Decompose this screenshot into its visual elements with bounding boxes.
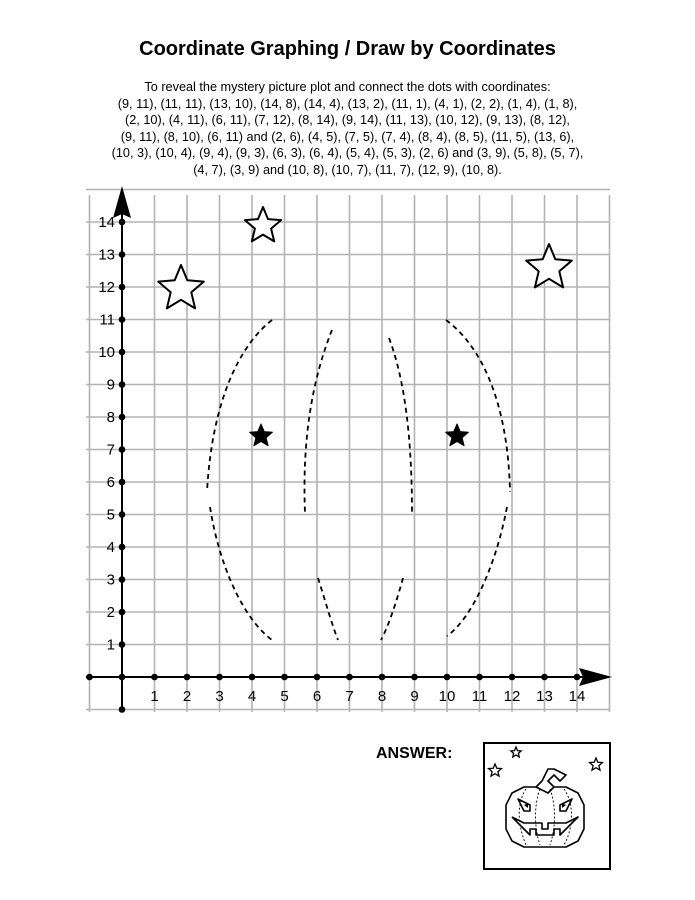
y-axis-dot [119,511,126,518]
y-tick-label: 4 [106,539,115,556]
y-axis-dot [119,479,126,486]
x-tick-label: 2 [182,688,192,705]
y-tick-label: 14 [98,214,115,231]
x-tick-label: 1 [150,688,159,705]
instruction-line: (2, 10), (4, 11), (6, 11), (7, 12), (8, 14), (9, 14), (11, 13), (10, 12), (9, 13), (8, 12), [125,113,570,128]
filled-star-icon [250,424,273,446]
right-outer-curve-bottom [447,507,507,636]
y-axis-dot [119,576,126,583]
x-axis-dot [119,674,126,681]
y-axis-dot [119,446,126,453]
x-tick-label: 11 [471,688,488,705]
instruction-line: (9, 11), (11, 11), (13, 10), (14, 8), (14, 4), (13, 2), (11, 1), (4, 1), (2, 2), (1, 4), (1, 8), [117,96,578,111]
y-axis-dot [119,544,126,551]
y-tick-label: 12 [98,279,115,296]
y-axis-dot [119,349,126,356]
y-axis-dot [119,251,126,258]
y-axis-dot [119,219,126,226]
y-axis-dot [119,316,126,323]
x-axis-dot [314,674,321,681]
y-tick-label: 3 [106,571,115,589]
y-tick-label: 5 [106,506,115,524]
y-axis-dot [119,641,126,648]
x-axis-arrow-icon [579,668,612,686]
y-axis-dot [119,706,126,713]
y-axis-dot [119,414,126,421]
x-tick-label: 5 [280,688,289,705]
y-axis-dot [119,609,126,616]
x-tick-label: 7 [345,688,354,705]
jack-o-lantern-answer-image [482,741,612,871]
x-tick-labels [150,688,585,705]
outline-star-icon [526,244,572,287]
x-tick-label: 3 [215,688,224,705]
x-tick-label: 13 [536,688,553,705]
left-inner-curve-bottom [318,578,338,640]
outline-star-icon [158,265,204,308]
y-tick-label: 13 [98,246,115,264]
x-tick-label: 12 [503,688,521,705]
x-axis-dot [281,674,288,681]
answer-label: ANSWER: [376,745,453,762]
y-tick-label: 1 [106,636,115,654]
y-axis-dot [119,284,126,291]
y-tick-label: 10 [98,344,115,361]
x-axis-dot [411,674,418,681]
grid-lines [86,190,610,713]
x-axis-dot [184,674,191,681]
x-tick-label: 9 [410,688,419,705]
y-tick-label: 2 [106,604,115,621]
instructions [30,79,665,179]
y-tick-label: 6 [106,474,115,491]
y-tick-label: 7 [106,441,115,459]
x-axis-dot [379,674,386,681]
x-tick-label: 8 [377,688,387,705]
x-axis-dot [346,674,353,681]
x-axis-dot [151,674,158,681]
instruction-line: (4, 7), (3, 9) and (10, 8), (10, 7), (11, 7), (12, 9), (10, 8). [193,162,502,177]
x-tick-label: 6 [312,688,322,705]
y-tick-label: 11 [99,311,115,329]
left-inner-curve-top [304,330,332,513]
x-axis-dot [476,674,483,681]
x-tick-label: 4 [247,688,257,705]
x-tick-label: 14 [568,688,586,705]
y-tick-label: 9 [106,376,115,394]
left-outer-curve-top [207,320,272,492]
axis-dots [86,219,580,713]
page-title: Coordinate Graphing / Draw by Coordinates [139,38,556,60]
y-tick-label: 8 [106,409,115,426]
y-axis-dot [119,381,126,388]
filled-star-icon [446,424,469,446]
instruction-line: (10, 3), (10, 4), (9, 4), (9, 3), (6, 3), (6, 4), (5, 4), (5, 3), (2, 6) and (3, 9), (5, 8), (5, 7), [111,146,584,161]
right-outer-curve-top [446,320,510,492]
x-axis-dot [509,674,516,681]
y-tick-labels [98,214,115,654]
instruction-line: To reveal the mystery picture plot and connect the dots with coordinates: [144,80,551,94]
x-axis-dot [574,674,581,681]
x-axis-dot [541,674,548,681]
x-axis-dot [86,674,93,681]
right-inner-curve-bottom [381,578,403,640]
y-axis-arrow-icon [113,186,131,218]
x-tick-label: 10 [438,688,456,705]
x-axis-dot [216,674,223,681]
x-axis-dot [249,674,256,681]
x-axis-dot [444,674,451,681]
right-inner-curve-top [389,338,412,513]
instruction-line: (9, 11), (8, 10), (6, 11) and (2, 6), (4, 5), (7, 5), (7, 4), (8, 4), (8, 5), (11, 5), (13, 6), [120,129,575,144]
outline-star-icon [245,207,281,241]
